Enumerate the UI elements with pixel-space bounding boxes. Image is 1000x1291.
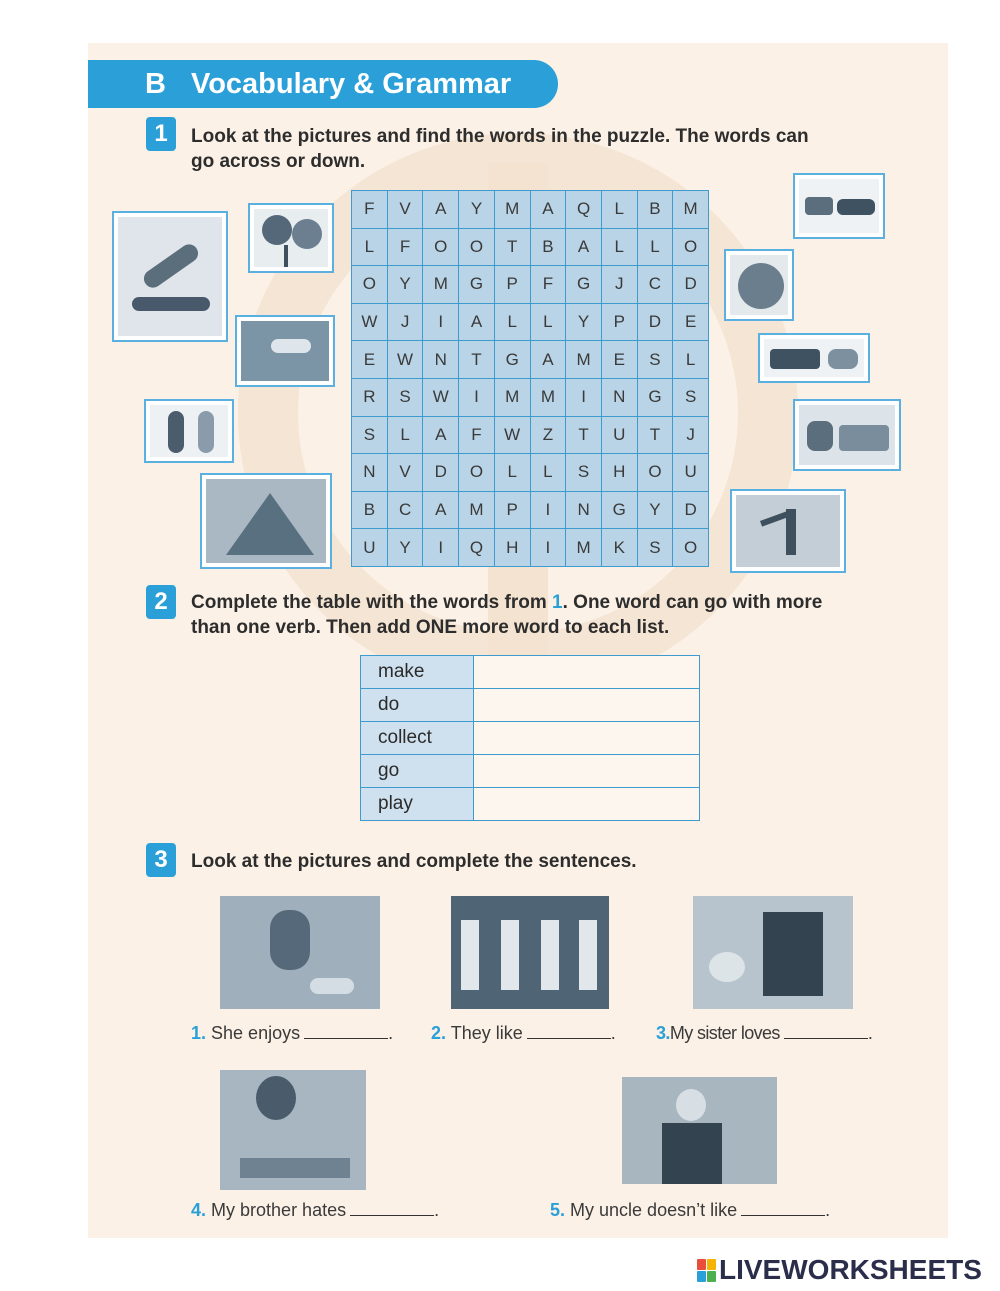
grid-cell[interactable]: L bbox=[530, 454, 566, 492]
table-row bbox=[361, 656, 700, 689]
grid-cell[interactable]: N bbox=[352, 454, 388, 492]
grid-cell[interactable]: Q bbox=[566, 191, 602, 229]
grid-cell[interactable]: N bbox=[423, 341, 459, 379]
grid-cell[interactable]: A bbox=[459, 303, 495, 341]
verb-table bbox=[360, 655, 700, 821]
answer-cell-go[interactable] bbox=[474, 755, 700, 788]
grid-cell[interactable]: O bbox=[637, 454, 673, 492]
grid-cell[interactable]: Y bbox=[387, 529, 423, 567]
grid-cell[interactable]: F bbox=[352, 191, 388, 229]
grid-cell[interactable]: O bbox=[673, 228, 709, 266]
grid-cell[interactable]: M bbox=[566, 529, 602, 567]
grid-cell[interactable]: L bbox=[352, 228, 388, 266]
instruction-line: go across or down. bbox=[191, 151, 366, 172]
sentence-5: 5. My uncle doesn’t like . bbox=[550, 1200, 831, 1220]
grid-cell[interactable]: I bbox=[423, 303, 459, 341]
photo-girl-cooking bbox=[220, 896, 380, 1009]
grid-cell[interactable]: Y bbox=[637, 491, 673, 529]
logo-icon bbox=[697, 1259, 716, 1282]
grid-cell[interactable]: B bbox=[530, 228, 566, 266]
table-row bbox=[361, 788, 700, 821]
grid-cell[interactable]: O bbox=[459, 228, 495, 266]
grid-cell[interactable]: M bbox=[530, 378, 566, 416]
grid-cell[interactable]: U bbox=[352, 529, 388, 567]
grid-cell[interactable]: I bbox=[530, 529, 566, 567]
instruction-line: than one verb. Then add ONE more word to each list. bbox=[191, 617, 670, 638]
table-row bbox=[361, 722, 700, 755]
grid-cell[interactable]: U bbox=[673, 454, 709, 492]
grid-cell[interactable]: B bbox=[637, 191, 673, 229]
grid-cell[interactable]: A bbox=[530, 341, 566, 379]
instruction-line: Look at the pictures and find the words in the puzzle. The words can bbox=[191, 126, 809, 147]
worksheet-page bbox=[88, 43, 948, 1238]
grid-cell[interactable]: P bbox=[494, 491, 530, 529]
sentence-4: 4. My brother hates . bbox=[191, 1200, 440, 1220]
exercise-1-instruction bbox=[191, 124, 809, 174]
logo-text: LIVEWORKSHEETS bbox=[719, 1254, 982, 1285]
picture-swimming bbox=[235, 315, 335, 387]
sentence-2: 2. They like . bbox=[431, 1023, 616, 1043]
grid-row bbox=[352, 341, 709, 379]
grid-cell[interactable]: Y bbox=[387, 266, 423, 304]
answer-cell-make[interactable] bbox=[474, 656, 700, 689]
grid-cell[interactable]: I bbox=[566, 378, 602, 416]
grid-row bbox=[352, 228, 709, 266]
grid-cell[interactable]: T bbox=[459, 341, 495, 379]
grid-cell[interactable]: A bbox=[423, 191, 459, 229]
instruction-line: Complete the table with the words from 1. One word can go with more bbox=[191, 592, 823, 613]
grid-cell[interactable]: M bbox=[566, 341, 602, 379]
grid-cell[interactable]: M bbox=[459, 491, 495, 529]
verb-cell: collect bbox=[361, 722, 474, 755]
grid-row bbox=[352, 529, 709, 567]
grid-cell[interactable]: A bbox=[423, 416, 459, 454]
grid-cell[interactable]: C bbox=[637, 266, 673, 304]
grid-cell[interactable]: S bbox=[387, 378, 423, 416]
grid-cell[interactable]: V bbox=[387, 454, 423, 492]
picture-dolls bbox=[144, 399, 234, 463]
grid-row bbox=[352, 303, 709, 341]
grid-cell[interactable]: A bbox=[566, 228, 602, 266]
grid-cell[interactable]: M bbox=[673, 191, 709, 229]
grid-cell[interactable]: C bbox=[387, 491, 423, 529]
grid-cell[interactable]: I bbox=[459, 378, 495, 416]
sentence-1: 1. She enjoys . bbox=[191, 1023, 394, 1043]
answer-blank[interactable] bbox=[741, 1214, 825, 1216]
grid-cell[interactable]: B bbox=[352, 491, 388, 529]
grid-cell[interactable]: Q bbox=[459, 529, 495, 567]
grid-row bbox=[352, 266, 709, 304]
answer-blank[interactable] bbox=[304, 1037, 388, 1039]
grid-cell[interactable]: J bbox=[673, 416, 709, 454]
grid-cell[interactable]: A bbox=[423, 491, 459, 529]
grid-cell[interactable]: E bbox=[601, 341, 637, 379]
verb-cell: go bbox=[361, 755, 474, 788]
grid-cell[interactable]: G bbox=[494, 341, 530, 379]
grid-cell[interactable]: O bbox=[423, 228, 459, 266]
grid-cell[interactable]: P bbox=[601, 303, 637, 341]
grid-row bbox=[352, 454, 709, 492]
grid-cell[interactable]: V bbox=[387, 191, 423, 229]
grid-cell[interactable]: L bbox=[387, 416, 423, 454]
grid-cell[interactable]: J bbox=[601, 266, 637, 304]
exercise-3-number: 3 bbox=[146, 843, 176, 877]
grid-cell[interactable]: S bbox=[637, 341, 673, 379]
liveworksheets-logo bbox=[697, 1253, 982, 1287]
section-title: Vocabulary & Grammar bbox=[191, 68, 512, 100]
grid-cell[interactable]: W bbox=[494, 416, 530, 454]
grid-cell[interactable]: G bbox=[637, 378, 673, 416]
grid-cell[interactable]: U bbox=[601, 416, 637, 454]
grid-cell[interactable]: M bbox=[423, 266, 459, 304]
answer-blank[interactable] bbox=[350, 1214, 434, 1216]
grid-cell[interactable]: Z bbox=[530, 416, 566, 454]
grid-cell[interactable]: N bbox=[566, 491, 602, 529]
grid-row bbox=[352, 191, 709, 229]
grid-cell[interactable]: M bbox=[494, 378, 530, 416]
grid-cell[interactable]: M bbox=[494, 191, 530, 229]
grid-cell[interactable]: F bbox=[387, 228, 423, 266]
picture-camping bbox=[200, 473, 332, 569]
grid-cell[interactable]: L bbox=[637, 228, 673, 266]
grid-cell[interactable]: D bbox=[673, 491, 709, 529]
exercise-2-number: 2 bbox=[146, 585, 176, 619]
grid-cell[interactable]: G bbox=[566, 266, 602, 304]
photo-boy-stamps bbox=[220, 1070, 366, 1190]
grid-cell[interactable]: L bbox=[530, 303, 566, 341]
grid-cell[interactable]: D bbox=[637, 303, 673, 341]
answer-cell-play[interactable] bbox=[474, 788, 700, 821]
grid-cell[interactable]: E bbox=[673, 303, 709, 341]
grid-cell[interactable]: O bbox=[352, 266, 388, 304]
grid-cell[interactable]: L bbox=[601, 191, 637, 229]
answer-blank[interactable] bbox=[527, 1037, 611, 1039]
grid-cell[interactable]: T bbox=[637, 416, 673, 454]
grid-cell[interactable]: O bbox=[673, 529, 709, 567]
picture-ball bbox=[724, 249, 794, 321]
grid-cell[interactable]: I bbox=[530, 491, 566, 529]
grid-cell[interactable]: H bbox=[601, 454, 637, 492]
grid-row bbox=[352, 416, 709, 454]
grid-cell[interactable]: H bbox=[494, 529, 530, 567]
verb-cell: play bbox=[361, 788, 474, 821]
picture-video-games bbox=[758, 333, 870, 383]
grid-cell[interactable]: D bbox=[673, 266, 709, 304]
grid-cell[interactable]: F bbox=[530, 266, 566, 304]
verb-cell: make bbox=[361, 656, 474, 689]
grid-cell[interactable]: S bbox=[637, 529, 673, 567]
picture-flowers bbox=[248, 203, 334, 273]
grid-cell[interactable]: F bbox=[459, 416, 495, 454]
grid-cell[interactable]: Y bbox=[566, 303, 602, 341]
exercise-1-number: 1 bbox=[146, 117, 176, 151]
verb-cell: do bbox=[361, 689, 474, 722]
grid-cell[interactable]: L bbox=[673, 341, 709, 379]
grid-cell[interactable]: P bbox=[494, 266, 530, 304]
table-row bbox=[361, 755, 700, 788]
grid-cell[interactable]: L bbox=[494, 454, 530, 492]
exercise-reference: 1 bbox=[552, 592, 563, 613]
grid-cell[interactable]: O bbox=[459, 454, 495, 492]
grid-cell[interactable]: S bbox=[566, 454, 602, 492]
grid-cell[interactable]: R bbox=[352, 378, 388, 416]
grid-cell[interactable]: L bbox=[601, 228, 637, 266]
table-row bbox=[361, 689, 700, 722]
photo-dancers bbox=[451, 896, 609, 1009]
grid-row bbox=[352, 491, 709, 529]
grid-cell[interactable]: T bbox=[494, 228, 530, 266]
grid-cell[interactable]: E bbox=[352, 341, 388, 379]
sentence-3: 3.My sister loves . bbox=[656, 1023, 873, 1043]
answer-cell-do[interactable] bbox=[474, 689, 700, 722]
section-letter: B bbox=[145, 68, 166, 100]
grid-cell[interactable]: K bbox=[601, 529, 637, 567]
grid-cell[interactable]: T bbox=[566, 416, 602, 454]
grid-cell[interactable]: Y bbox=[459, 191, 495, 229]
exercise-2-instruction bbox=[191, 590, 822, 640]
picture-karate bbox=[730, 489, 846, 573]
grid-cell[interactable]: L bbox=[494, 303, 530, 341]
grid-cell[interactable]: N bbox=[601, 378, 637, 416]
grid-cell[interactable]: W bbox=[352, 303, 388, 341]
grid-row bbox=[352, 378, 709, 416]
picture-toys bbox=[793, 399, 901, 471]
grid-cell[interactable]: W bbox=[387, 341, 423, 379]
picture-model-cars bbox=[793, 173, 885, 239]
grid-cell[interactable]: W bbox=[423, 378, 459, 416]
grid-cell[interactable]: J bbox=[387, 303, 423, 341]
answer-cell-collect[interactable] bbox=[474, 722, 700, 755]
grid-cell[interactable]: S bbox=[673, 378, 709, 416]
grid-cell[interactable]: I bbox=[423, 529, 459, 567]
grid-cell[interactable]: G bbox=[459, 266, 495, 304]
grid-cell[interactable]: A bbox=[530, 191, 566, 229]
section-banner bbox=[88, 60, 558, 108]
grid-cell[interactable]: D bbox=[423, 454, 459, 492]
picture-yoga bbox=[112, 211, 228, 342]
grid-cell[interactable]: S bbox=[352, 416, 388, 454]
word-search-grid[interactable] bbox=[351, 190, 709, 567]
exercise-3-instruction: Look at the pictures and complete the sentences. bbox=[191, 851, 637, 872]
grid-cell[interactable]: G bbox=[601, 491, 637, 529]
photo-man-thumbs-down bbox=[622, 1077, 777, 1184]
photo-dollhouse bbox=[693, 896, 853, 1009]
answer-blank[interactable] bbox=[784, 1037, 868, 1039]
